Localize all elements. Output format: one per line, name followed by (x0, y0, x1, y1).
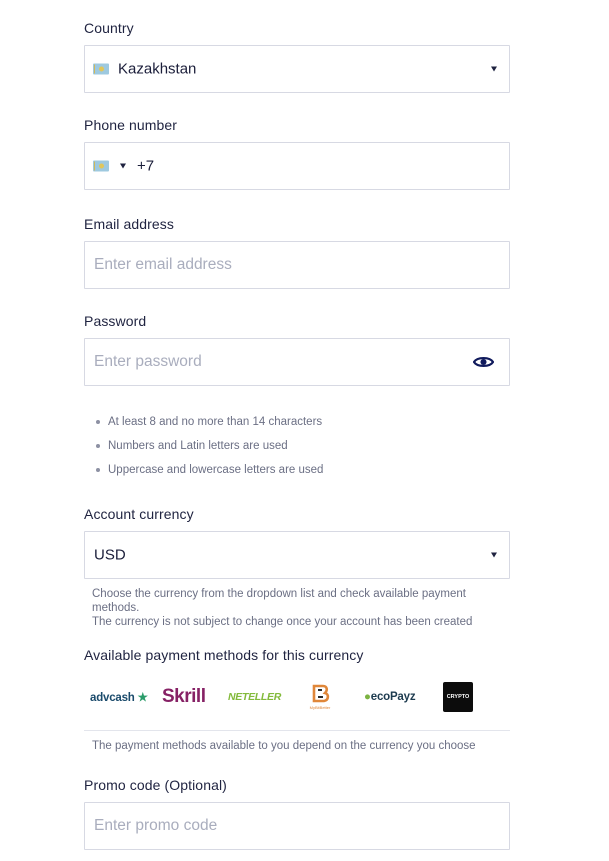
neteller-logo: NETELLER (228, 691, 282, 703)
password-rules (96, 415, 323, 487)
eye-icon[interactable] (473, 355, 494, 369)
phone-field[interactable] (84, 142, 510, 190)
password-rule: Uppercase and lowercase letters are used (96, 463, 323, 487)
promo-label: Promo code (Optional) (84, 777, 227, 793)
currency-select[interactable] (84, 531, 510, 579)
currency-label: Account currency (84, 506, 194, 522)
skrill-logo: Skrill (162, 686, 206, 707)
chevron-down-icon[interactable] (120, 164, 126, 169)
crypto-logo: CRYPTO (443, 682, 473, 712)
email-field[interactable] (84, 241, 510, 289)
kazakhstan-flag-icon (93, 64, 109, 75)
mybitbetter-icon (306, 683, 334, 711)
payment-methods-label: Available payment methods for this currency (84, 647, 364, 663)
kazakhstan-flag-icon[interactable] (93, 161, 109, 172)
ecopayz-logo: ●ecoPayz (364, 691, 416, 703)
chevron-down-icon (491, 67, 497, 72)
email-label: Email address (84, 216, 175, 232)
payment-methods-note: The payment methods available to you depend on the currency you choose (92, 740, 476, 752)
currency-hint: Choose the currency from the dropdown list and check available payment methods. The currency is not subject to change once your account has been created (92, 588, 473, 628)
currency-value: USD (94, 546, 126, 564)
advcash-logo: advcash ★ (90, 692, 148, 704)
password-rule: At least 8 and no more than 14 characters (96, 415, 323, 439)
password-placeholder: Enter password (94, 353, 202, 370)
phone-label: Phone number (84, 117, 178, 133)
mybitbetter-logo (306, 683, 334, 711)
promo-placeholder: Enter promo code (94, 817, 218, 834)
password-field[interactable] (84, 338, 510, 386)
password-label: Password (84, 313, 147, 329)
divider (84, 730, 510, 731)
promo-code-field[interactable] (84, 802, 510, 850)
email-placeholder: Enter email address (94, 256, 232, 273)
country-value: Kazakhstan (118, 60, 197, 78)
password-rule: Numbers and Latin letters are used (96, 439, 323, 463)
country-select[interactable] (84, 45, 510, 93)
payment-methods-row (84, 677, 510, 717)
chevron-down-icon (491, 553, 497, 558)
country-label: Country (84, 20, 134, 36)
svg-text:MyBitBetter: MyBitBetter (309, 705, 331, 710)
phone-code: +7 (137, 157, 155, 175)
